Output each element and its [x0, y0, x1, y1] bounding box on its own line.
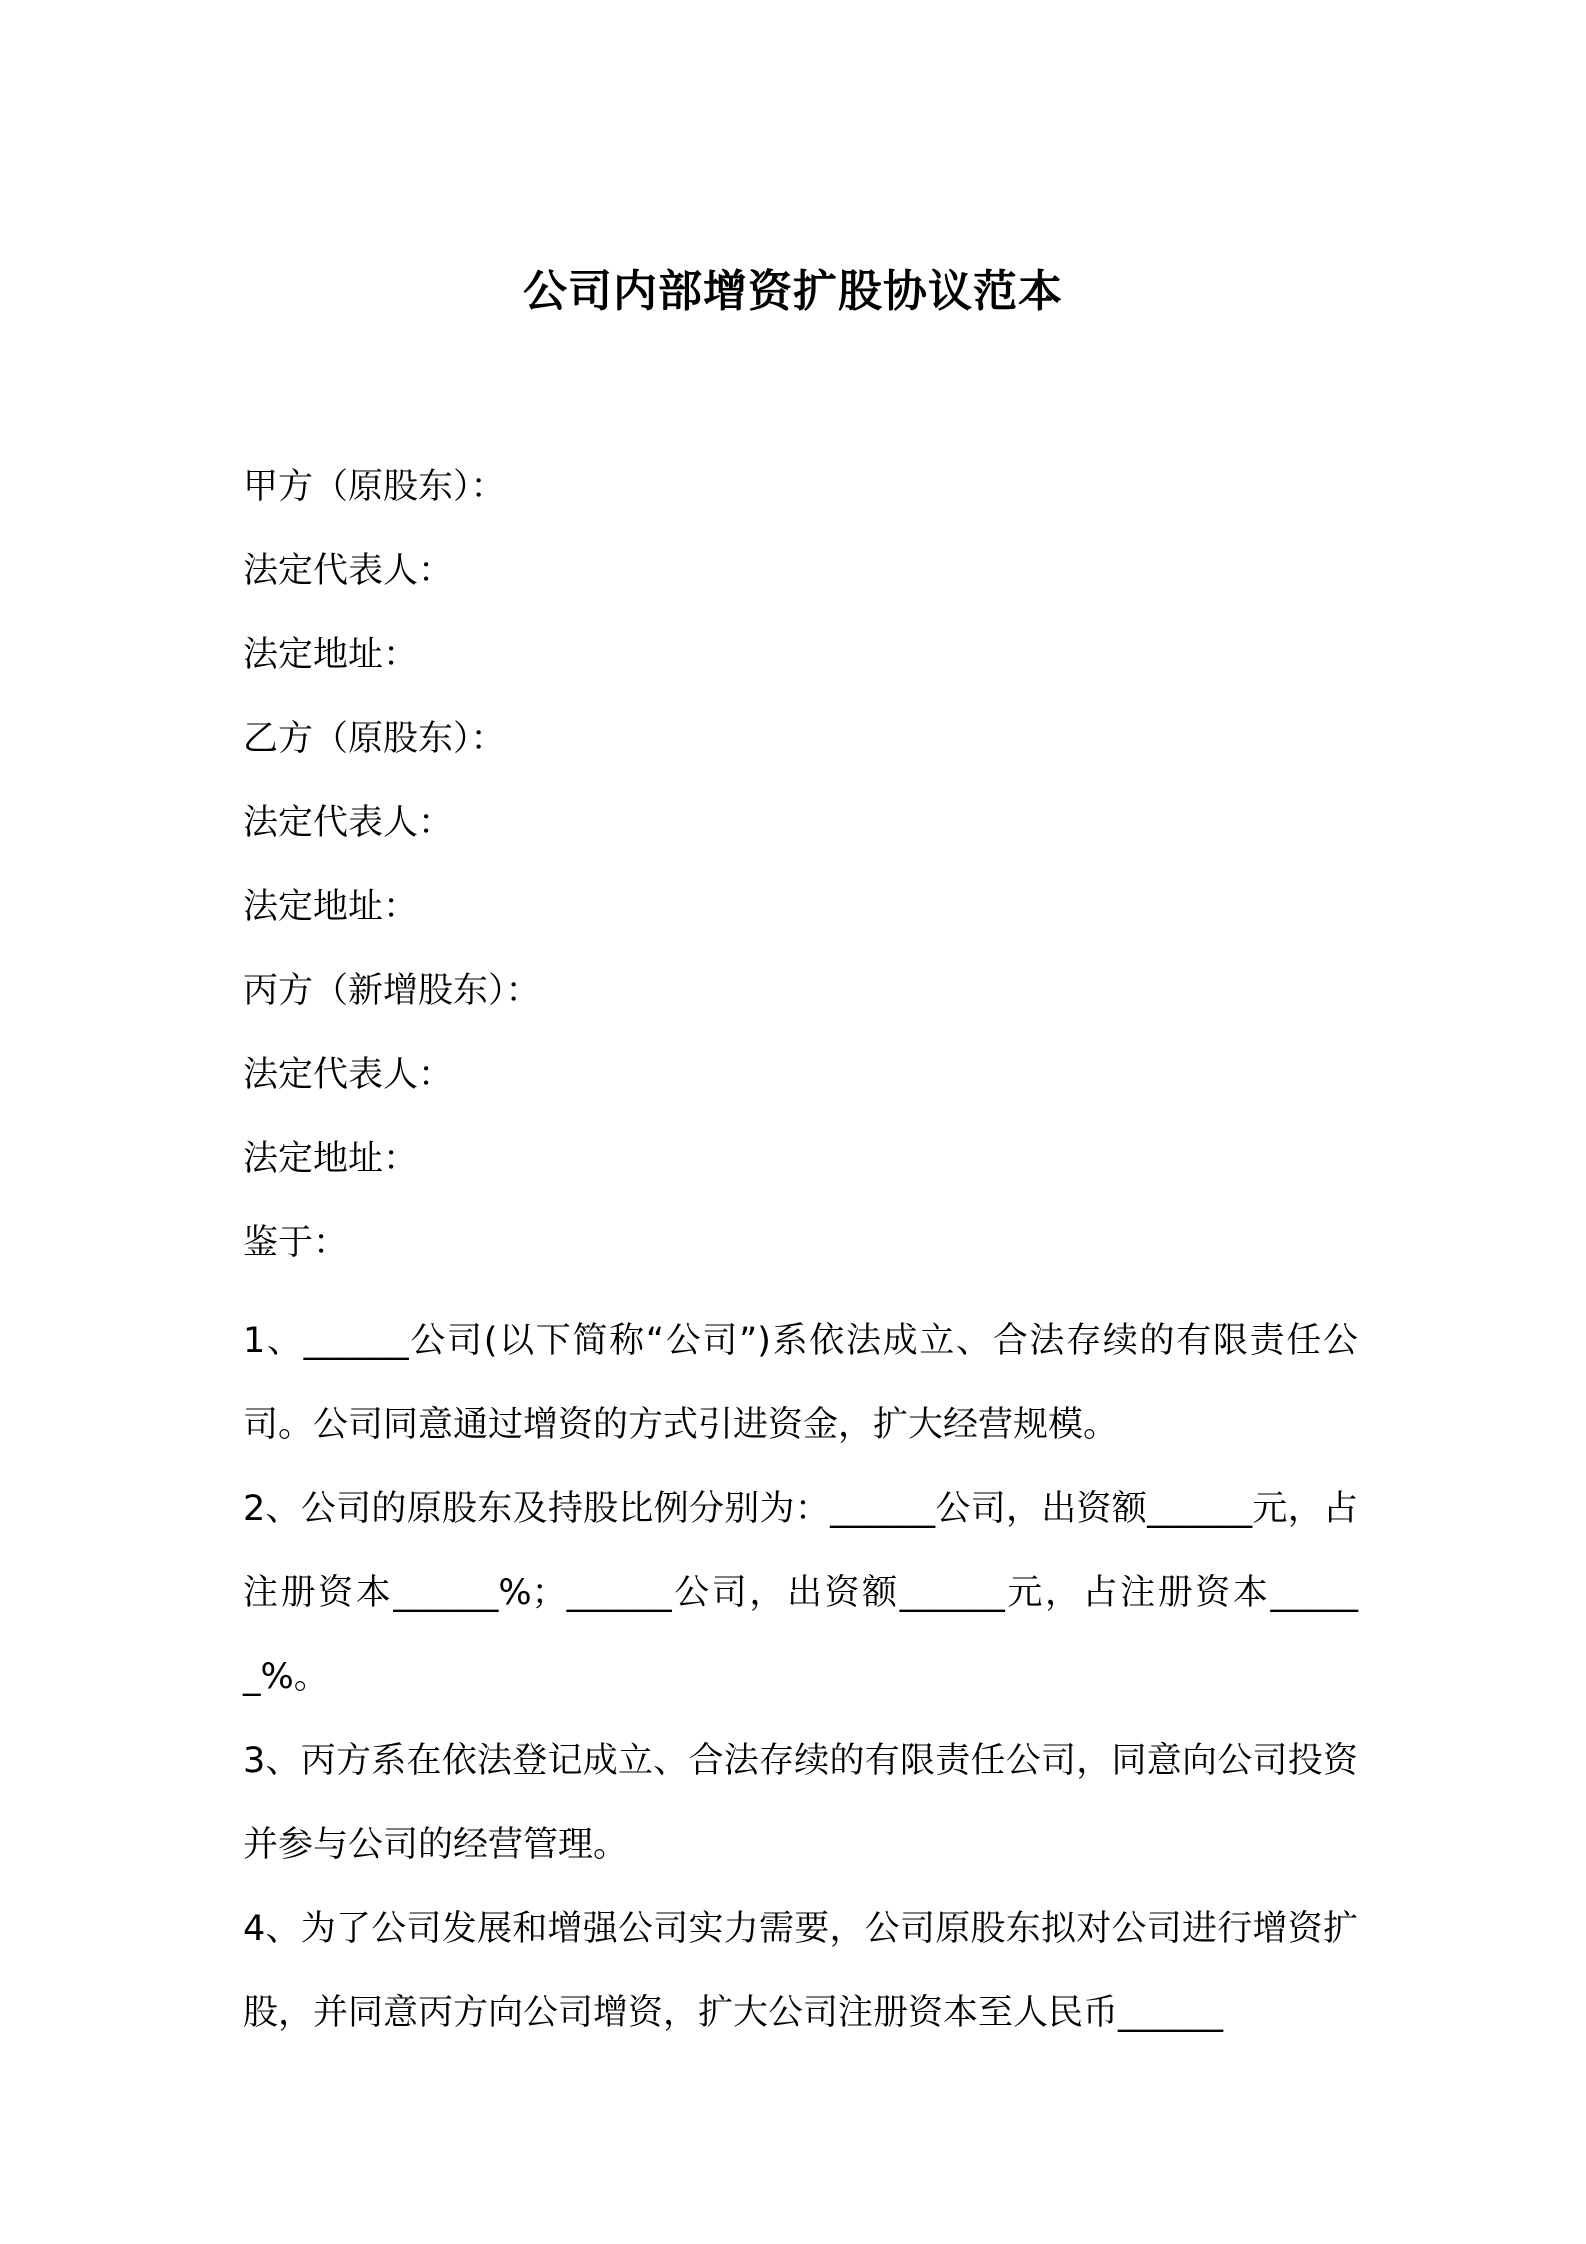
document-body: [243, 459, 1358, 2055]
recital-paragraph-1: 1、______公司(以下简称“公司”)系依法成立、合法存续的有限责任公司。公司同意通过增资的方式引进资金，扩大经营规模。: [243, 1321, 1358, 1445]
party-a-address: 法定地址：: [243, 635, 419, 675]
party-c-label: 丙方（新增股东）：: [243, 971, 541, 1011]
party-a-label: 甲方（原股东）：: [243, 467, 506, 507]
party-c-address: 法定地址：: [243, 1139, 419, 1179]
recital-paragraph-2: 2、公司的原股东及持股比例分别为：______公司，出资额______元，占注册资本______%；______公司，出资额______元，占注册资本______%。: [243, 1489, 1358, 1697]
party-b-address: 法定地址：: [243, 887, 419, 927]
party-a-representative: 法定代表人：: [243, 551, 454, 591]
recital-paragraph-3: 3、丙方系在依法登记成立、合法存续的有限责任公司，同意向公司投资并参与公司的经营管理。: [243, 1741, 1358, 1865]
party-c-representative: 法定代表人：: [243, 1055, 454, 1095]
party-b-label: 乙方（原股东）：: [243, 719, 506, 759]
recital-paragraph-4: 4、为了公司发展和增强公司实力需要，公司原股东拟对公司进行增资扩股，并同意丙方向公司增资，扩大公司注册资本至人民币______: [243, 1909, 1358, 2033]
document-title: 公司内部增资扩股协议范本: [523, 266, 1063, 317]
whereas-heading: 鉴于：: [243, 1223, 349, 1263]
party-b-representative: 法定代表人：: [243, 803, 454, 843]
